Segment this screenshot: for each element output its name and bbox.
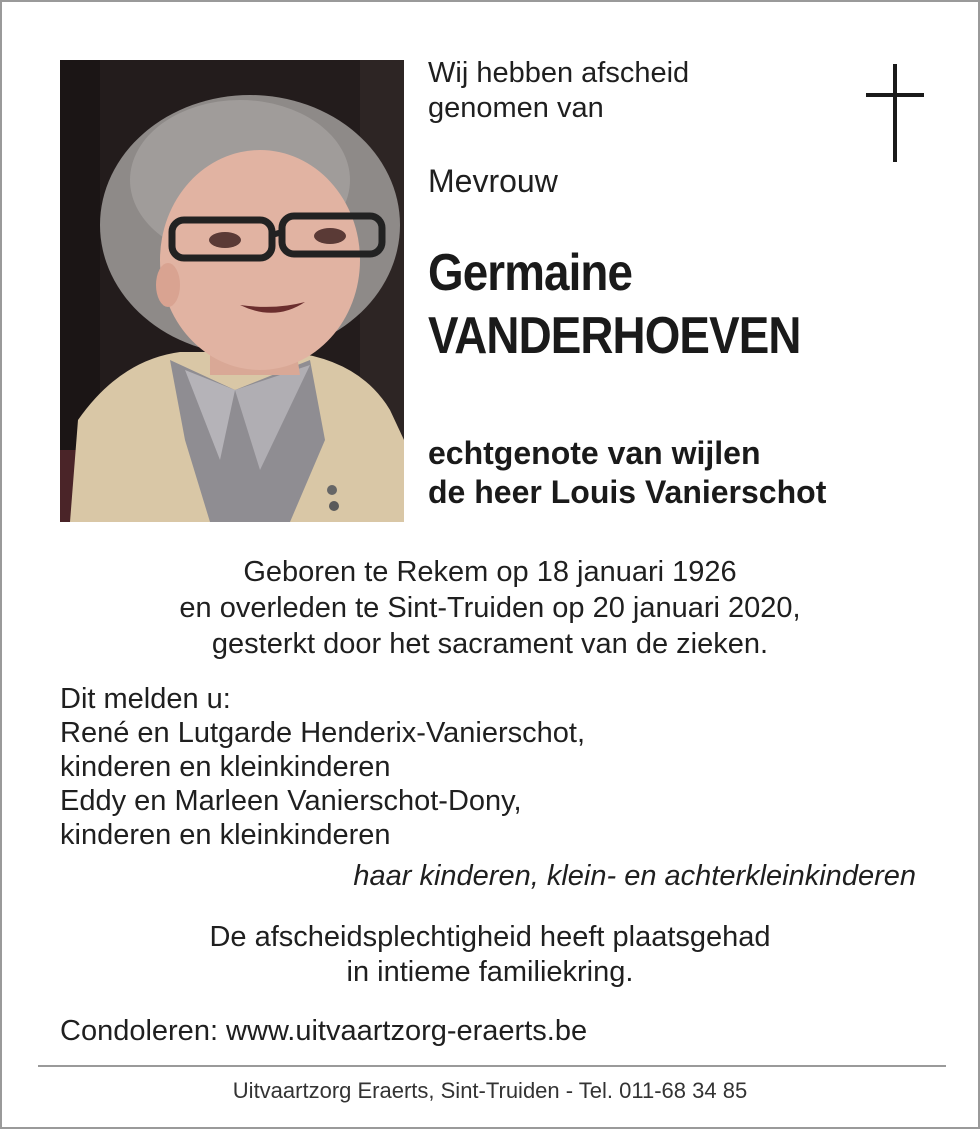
birth-death-details [2,554,978,662]
portrait-illustration [60,60,404,522]
divider [38,1065,946,1067]
ceremony-line: in intieme familiekring. [346,956,634,988]
mourners-line: kinderen en kleinkinderen [60,819,391,851]
date-line: en overleden te Sint-Truiden op 20 januari 2020, [179,592,801,624]
footer-contact: Uitvaartzorg Eraerts, Sint-Truiden - Tel. 011-68 34 85 [232,1078,748,1103]
spouse-text [428,434,826,512]
portrait-photo [60,60,404,522]
condolence-link[interactable]: Condoleren: www.uitvaartzorg-eraerts.be [60,1015,588,1047]
deceased-name [428,242,801,368]
first-name: Germaine [428,244,633,302]
ceremony-line: De afscheidsplechtigheid heeft plaatsgehad [209,921,771,953]
intro-line: Wij hebben afscheid [428,57,690,89]
mourners-line: Dit melden u: [60,683,231,715]
grandchildren-line: haar kinderen, klein- en achterkleinkinderen [353,860,916,892]
spouse-line: de heer Louis Vanierschot [428,474,827,510]
intro-text [428,56,689,126]
last-name: VANDERHOEVEN [428,307,801,365]
mourners-line: Eddy en Marleen Vanierschot-Dony, [60,785,522,817]
mourners-line: René en Lutgarde Henderix-Vanierschot, [60,717,586,749]
honorific-title: Mevrouw [428,163,558,199]
intro-line: genomen van [428,92,604,124]
mourners-list [60,682,585,852]
cross-icon [866,64,926,162]
date-line: gesterkt door het sacrament van de zieken. [211,628,769,660]
mourners-line: kinderen en kleinkinderen [60,751,391,783]
ceremony-text [2,920,978,990]
date-line: Geboren te Rekem op 18 januari 1926 [243,556,737,588]
spouse-line: echtgenote van wijlen [428,435,761,471]
